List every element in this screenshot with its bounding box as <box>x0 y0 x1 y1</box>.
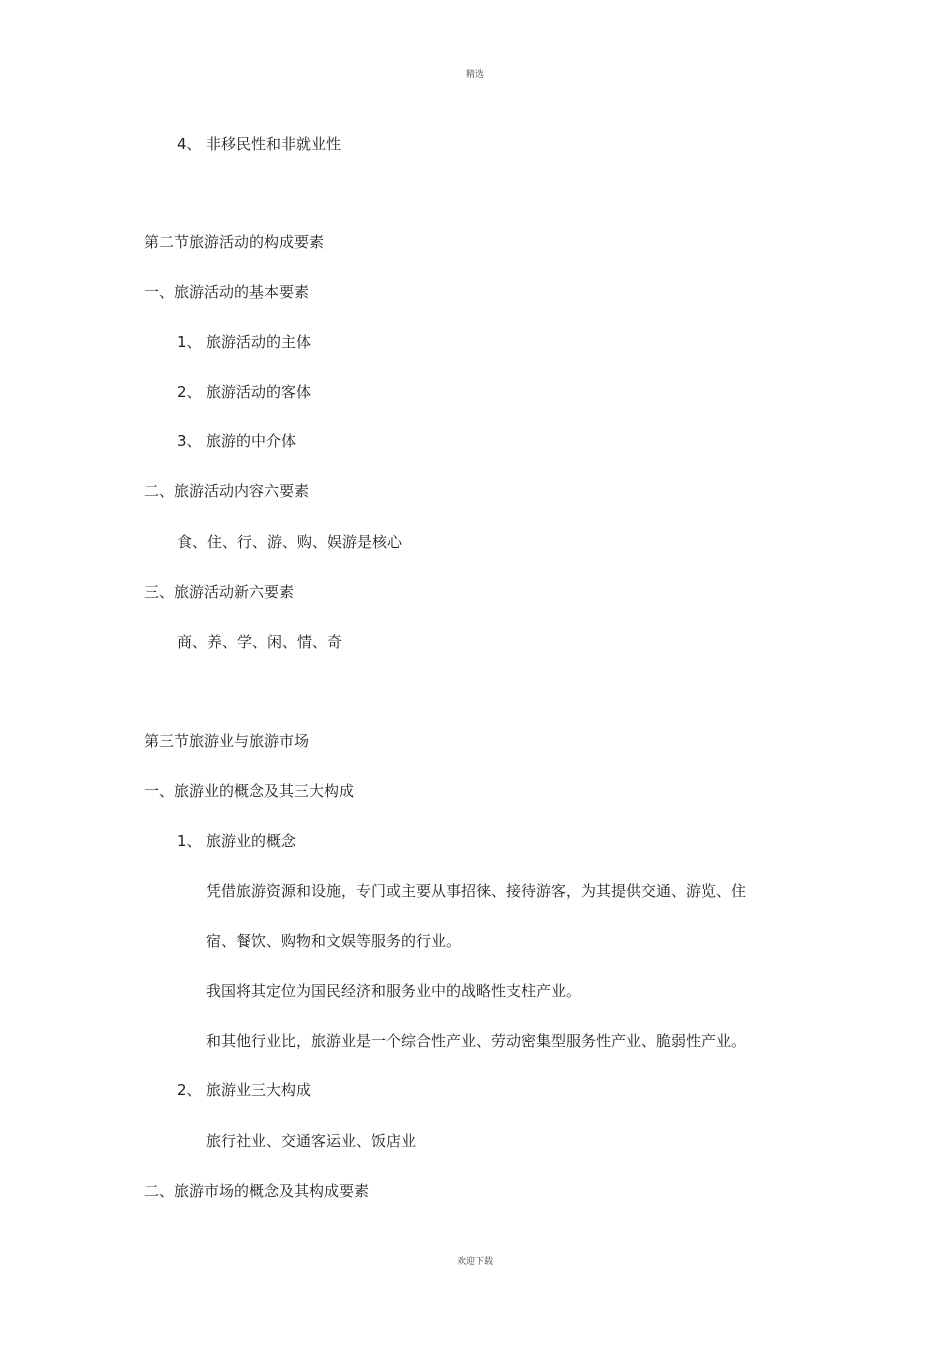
list-item <box>177 431 296 451</box>
list-item-number: 1、 <box>177 333 202 351</box>
list-item-number: 4、 <box>177 135 202 153</box>
paragraph: 我国将其定位为国民经济和服务业中的战略性支柱产业。 <box>206 982 582 1000</box>
header-mark: 精选 <box>465 70 484 80</box>
list-item-text: 旅游业三大构成 <box>206 1081 312 1099</box>
list-item <box>177 831 296 851</box>
heading: 三、旅游活动新六要素 <box>144 583 295 601</box>
heading: 二、旅游市场的概念及其构成要素 <box>144 1182 370 1200</box>
list-item <box>177 134 341 154</box>
list-item-number: 2、 <box>177 383 202 401</box>
list-item-text: 旅游的中介体 <box>206 432 297 450</box>
paragraph: 商、养、学、闲、情、奇 <box>177 633 343 651</box>
paragraph: 旅行社业、交通客运业、饭店业 <box>206 1132 417 1150</box>
paragraph: 和其他行业比，旅游业是一个综合性产业、劳动密集型服务性产业、脆弱性产业。 <box>206 1032 747 1050</box>
section-title: 第三节旅游业与旅游市场 <box>144 732 310 750</box>
footer-mark: 欢迎下载 <box>456 1257 493 1267</box>
list-item-text: 旅游活动的客体 <box>206 383 312 401</box>
list-item-number: 2、 <box>177 1081 202 1099</box>
heading: 一、旅游业的概念及其三大构成 <box>144 782 355 800</box>
list-item-number: 1、 <box>177 832 202 850</box>
section-title: 第二节旅游活动的构成要素 <box>144 233 325 251</box>
list-item-number: 3、 <box>177 432 202 450</box>
list-item <box>177 1080 311 1100</box>
paragraph: 凭借旅游资源和设施，专门或主要从事招徕、接待游客，为其提供交通、游览、住 <box>206 882 747 900</box>
list-item-text: 旅游业的概念 <box>206 832 297 850</box>
paragraph: 食、住、行、游、购、娱游是核心 <box>177 533 403 551</box>
list-item <box>177 382 311 402</box>
list-item-text: 非移民性和非就业性 <box>206 135 342 153</box>
paragraph: 宿、餐饮、购物和文娱等服务的行业。 <box>206 932 462 950</box>
list-item-text: 旅游活动的主体 <box>206 333 312 351</box>
heading: 一、旅游活动的基本要素 <box>144 283 310 301</box>
heading: 二、旅游活动内容六要素 <box>144 482 310 500</box>
list-item <box>177 332 311 352</box>
